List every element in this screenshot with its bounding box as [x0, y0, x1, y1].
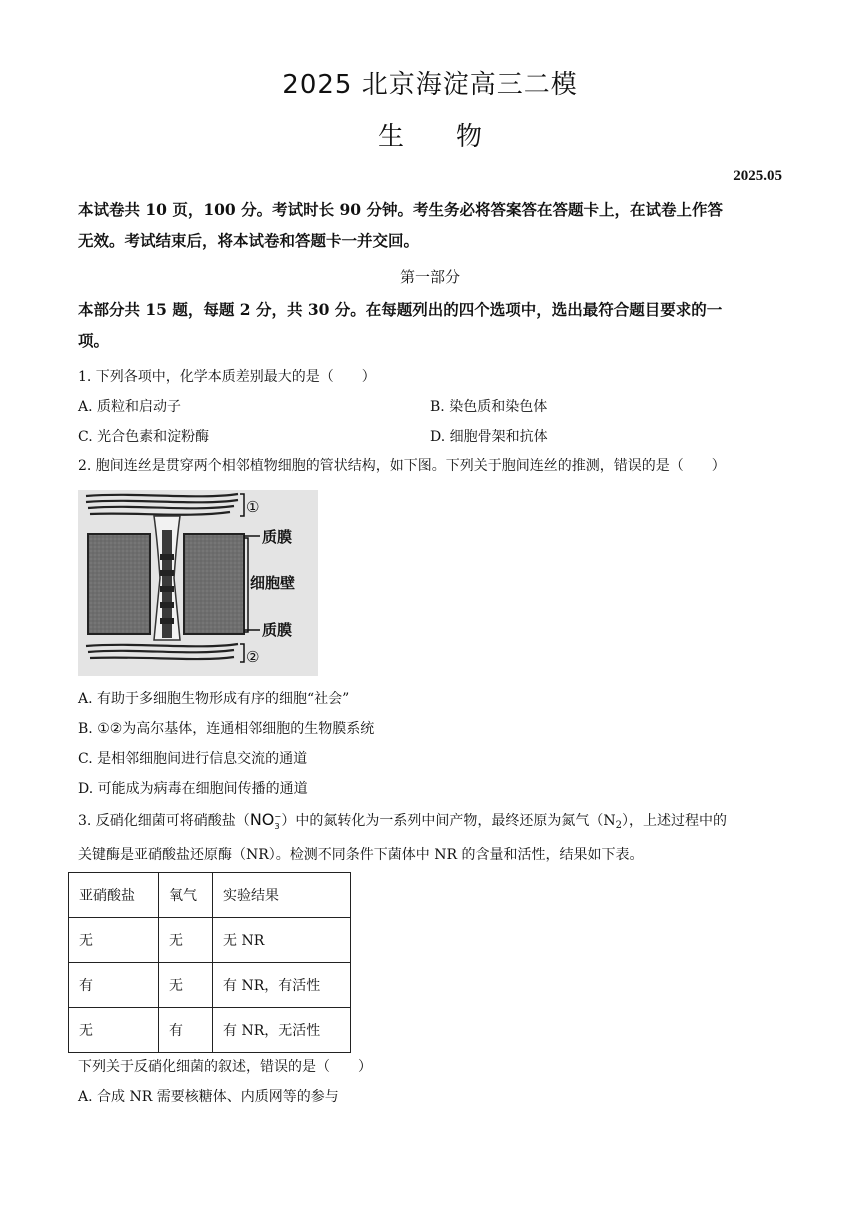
- table-cell: 有 NR，无活性: [213, 1008, 351, 1053]
- table-cell: 有: [69, 963, 159, 1008]
- right-cell-wall: [184, 534, 244, 634]
- table-row: [69, 918, 351, 963]
- label-membrane-bottom: 质膜: [262, 621, 293, 639]
- part-description-line-2: 项。: [78, 331, 110, 350]
- plasmodesmata-figure: [78, 490, 318, 676]
- label-mark-2: ②: [246, 648, 260, 666]
- q1-stem: 1. 下列各项中，化学本质差别最大的是（ ）: [78, 369, 376, 385]
- q3-stem-part-1: 3. 反硝化细菌可将硝酸盐（: [78, 813, 250, 829]
- n2-subscript: 2: [615, 820, 622, 831]
- instructions-line-1: 本试卷共 10 页，100 分。考试时长 90 分钟。考生务必将答案答在答题卡上，在试卷上作答: [78, 200, 723, 219]
- table-row: [69, 963, 351, 1008]
- exam-date: 2025.05: [733, 168, 782, 184]
- table-header-cell: 氧气: [159, 873, 213, 918]
- table-header-cell: 亚硝酸盐: [69, 873, 159, 918]
- label-membrane-top: 质膜: [262, 528, 293, 546]
- part-description-line-1: 本部分共 15 题，每题 2 分，共 30 分。在每题列出的四个选项中，选出最符合题目要求的一: [78, 300, 723, 319]
- q2-option-b: B. ①②为高尔基体，连通相邻细胞的生物膜系统: [78, 721, 375, 737]
- q3-stem-part-2: ）中的氮转化为一系列中间产物，最终还原为氮气（N: [281, 813, 616, 829]
- q1-option-d: D. 细胞骨架和抗体: [430, 429, 548, 445]
- table-cell: 无: [69, 1008, 159, 1053]
- q2-option-a: A. 有助于多细胞生物形成有序的细胞“社会”: [78, 691, 350, 707]
- table-row: [69, 1008, 351, 1053]
- table-cell: 无: [69, 918, 159, 963]
- q2-stem: 2. 胞间连丝是贯穿两个相邻植物细胞的管状结构，如下图。下列关于胞间连丝的推测，错误的是（ ）: [78, 458, 726, 474]
- part-description: [78, 294, 782, 356]
- exam-title: 2025 北京海淀高三二模: [282, 70, 578, 100]
- plasmodesmata-diagram: [78, 490, 318, 676]
- q3-question: 下列关于反硝化细菌的叙述，错误的是（ ）: [78, 1059, 372, 1075]
- q2-option-d: D. 可能成为病毒在细胞间传播的通道: [78, 781, 308, 797]
- q1-option-b: B. 染色质和染色体: [430, 399, 548, 415]
- left-cell-wall: [88, 534, 150, 634]
- label-mark-1: ①: [246, 498, 260, 516]
- table-cell: 无: [159, 918, 213, 963]
- subject-title: 生物: [377, 122, 534, 152]
- table-header-row: [69, 873, 351, 918]
- nitrate-formula: NO − 3: [249, 810, 282, 831]
- q3-stem-part-3: ），上述过程中的: [621, 813, 727, 829]
- q1-option-a: A. 质粒和启动子: [78, 399, 182, 415]
- q3-stem-line-1: [78, 810, 727, 831]
- instructions: [78, 194, 782, 256]
- q3-option-a: A. 合成 NR 需要核糖体、内质网等的参与: [78, 1089, 339, 1105]
- q3-stem-line-2: 关键酶是亚硝酸盐还原酶（NR）。检测不同条件下菌体中 NR 的含量和活性，结果如下表。: [78, 847, 644, 863]
- part-heading: 第一部分: [399, 268, 460, 286]
- q1-option-c: C. 光合色素和淀粉酶: [78, 429, 210, 445]
- table-cell: 无: [159, 963, 213, 1008]
- table-header-cell: 实验结果: [213, 873, 351, 918]
- table-cell: 有 NR，有活性: [213, 963, 351, 1008]
- results-table: [68, 872, 351, 1053]
- table-cell: 有: [159, 1008, 213, 1053]
- label-cell-wall: 细胞壁: [250, 574, 296, 592]
- table-cell: 无 NR: [213, 918, 351, 963]
- q2-option-c: C. 是相邻细胞间进行信息交流的通道: [78, 751, 308, 767]
- instructions-line-2: 无效。考试结束后，将本试卷和答题卡一并交回。: [78, 231, 420, 250]
